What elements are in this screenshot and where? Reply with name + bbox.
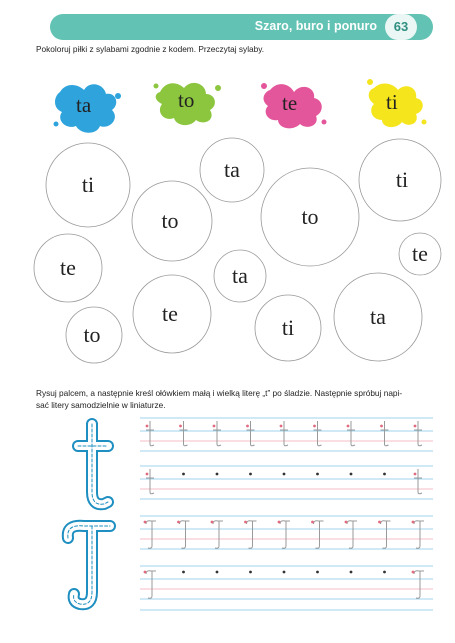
- ball-syllable: ti: [81, 172, 95, 197]
- start-dot: [211, 521, 214, 524]
- start-dot: [345, 521, 348, 524]
- page-number: 63: [385, 14, 417, 40]
- code-syllable-to: to: [178, 88, 195, 112]
- trace-guide-T[interactable]: [412, 571, 424, 599]
- start-dot: [350, 473, 353, 476]
- start-dot: [182, 473, 185, 476]
- ball-syllable: ta: [224, 157, 240, 182]
- ball-syllable: to: [83, 322, 101, 347]
- start-dot: [177, 521, 180, 524]
- start-dot: [283, 571, 286, 574]
- trace-guide-T[interactable]: [311, 521, 323, 549]
- trace-guide-t[interactable]: [380, 421, 388, 446]
- start-dot: [213, 425, 216, 428]
- start-dot: [216, 571, 219, 574]
- ball-syllable: te: [60, 255, 76, 280]
- start-dot: [383, 571, 386, 574]
- trace-guide-t[interactable]: [179, 421, 187, 446]
- start-dot: [313, 425, 316, 428]
- trace-guide-t[interactable]: [347, 421, 355, 446]
- start-dot: [378, 521, 381, 524]
- start-dot: [350, 571, 353, 574]
- trace-guide-T[interactable]: [144, 571, 156, 599]
- start-dot: [412, 571, 415, 574]
- trace-guide-T[interactable]: [144, 521, 156, 549]
- start-dot: [380, 425, 383, 428]
- start-dot: [216, 473, 219, 476]
- start-dot: [146, 473, 149, 476]
- trace-guide-T[interactable]: [378, 521, 390, 549]
- code-syllable-te: te: [282, 91, 298, 115]
- start-dot: [246, 425, 249, 428]
- start-dot: [316, 473, 319, 476]
- ball-syllable: ta: [232, 263, 248, 288]
- trace-guide-T[interactable]: [278, 521, 290, 549]
- start-dot: [179, 425, 182, 428]
- start-dot: [249, 571, 252, 574]
- exercise1-instruction: Pokoloruj piłki z sylabami zgodnie z kodem. Przeczytaj sylaby.: [36, 44, 265, 54]
- code-syllable-ta: ta: [76, 93, 92, 117]
- start-dot: [144, 521, 147, 524]
- trace-guide-t[interactable]: [146, 421, 154, 446]
- start-dot: [316, 571, 319, 574]
- start-dot: [383, 473, 386, 476]
- trace-guide-t[interactable]: [146, 469, 154, 494]
- start-dot: [283, 473, 286, 476]
- code-syllable-ti: ti: [386, 90, 398, 114]
- start-dot: [278, 521, 281, 524]
- ball-syllable: to: [301, 204, 319, 229]
- letter-label-t: t: [87, 430, 88, 431]
- trace-guide-t[interactable]: [414, 421, 422, 446]
- ball-syllable: ti: [281, 315, 295, 340]
- start-dot: [311, 521, 314, 524]
- trace-guide-t[interactable]: [414, 469, 422, 494]
- start-dot: [347, 425, 350, 428]
- page-title: Szaro, buro i ponuro: [254, 19, 377, 33]
- trace-guide-T[interactable]: [345, 521, 357, 549]
- trace-guide-T[interactable]: [412, 521, 424, 549]
- letter-label-T: T: [87, 540, 88, 541]
- trace-guide-t[interactable]: [280, 421, 288, 446]
- trace-guide-t[interactable]: [313, 421, 321, 446]
- start-dot: [244, 521, 247, 524]
- start-dot: [249, 473, 252, 476]
- start-dot: [414, 425, 417, 428]
- ball-syllable: te: [162, 301, 178, 326]
- ball-syllable: ti: [395, 167, 409, 192]
- start-dot: [412, 521, 415, 524]
- trace-guide-T[interactable]: [177, 521, 189, 549]
- trace-guide-t[interactable]: [213, 421, 221, 446]
- start-dot: [144, 571, 147, 574]
- trace-guide-T[interactable]: [244, 521, 256, 549]
- exercise2-instruction: Rysuj palcem, a następnie kreśl ołówkiem małą i wielką literę „t” po śladzie. Następnie spróbuj napi-sać litery samodzielnie w liniaturze.: [36, 388, 403, 410]
- ball-syllable: to: [161, 208, 179, 233]
- trace-guide-T[interactable]: [211, 521, 223, 549]
- start-dot: [414, 473, 417, 476]
- start-dot: [146, 425, 149, 428]
- trace-guide-t[interactable]: [246, 421, 254, 446]
- ball-syllable: te: [412, 241, 428, 266]
- start-dot: [182, 571, 185, 574]
- start-dot: [280, 425, 283, 428]
- ball-syllable: ta: [370, 304, 386, 329]
